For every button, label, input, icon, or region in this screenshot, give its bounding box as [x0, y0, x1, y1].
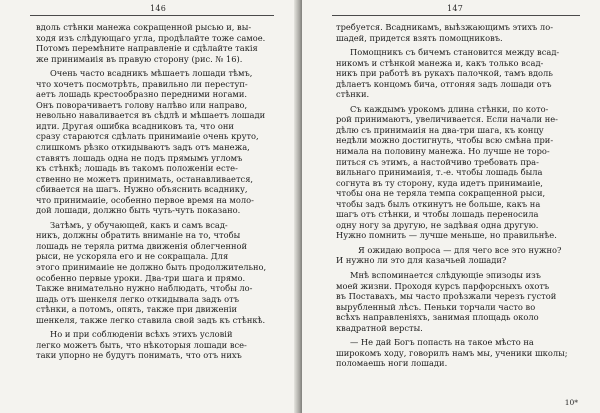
- text-line: поломаешь ноги лошади.: [336, 358, 448, 369]
- text-line: слишкомъ рѣзко откидываютъ задъ отъ манежа,: [36, 142, 250, 153]
- text-line: сбивается на шагъ. Нужно объяснить всаднику,: [36, 184, 248, 195]
- header-rule-left: [30, 15, 274, 16]
- text-line: никъ, должны обратить вниманіе на то, чтобы: [36, 230, 241, 241]
- text-line: этого принимаиіе не должно быть продолжительно,: [36, 262, 267, 273]
- text-line: легко можетъ быть, что нѣкоторыя лошади все-: [36, 339, 247, 350]
- text-line: недѣли можно достигнуть, чтобы всю смѣна при-: [336, 135, 554, 146]
- text-line: Но и при соблюденіи всѣхъ этихъ условій: [50, 329, 233, 340]
- text-line: вильнаго принимаиія, т.-е. чтобы лошадь была: [336, 167, 543, 178]
- text-line: нимала на половину манежа. Но лучше не торо-: [336, 146, 550, 157]
- text-line: одну ногу за другую, не задѣвая одна другую.: [336, 219, 539, 230]
- text-line: чтобы задъ былъ откинутъ не больше, какъ на: [336, 198, 541, 209]
- text-line: таки упорно не будутъ понимать, что отъ нихъ: [36, 350, 242, 361]
- text-line: стѣнки, а потомъ, опять, также при движеніи: [36, 304, 238, 315]
- text-line: всѣхъ направленіяхъ, занимая площадь около: [336, 312, 539, 323]
- text-line: Съ каждымъ урокомъ длина стѣнки, по кото-: [350, 103, 549, 114]
- text-line: Затѣмъ, у обучающей, какъ и самъ всад-: [50, 219, 228, 230]
- text-line: Помощникъ съ бичемъ становится между всад-: [350, 47, 560, 58]
- text-line: рыси, не ускоряла его и не сокращала. Для: [36, 251, 229, 262]
- text-line: Очень часто всадникъ мѣшаетъ лошади тѣмъ,: [50, 68, 253, 79]
- text-line: никъ при работѣ въ рукахъ палочкой, тамъ вдоль: [336, 68, 553, 79]
- text-line: никомъ и стѣнкой манежа и, какъ только всад-: [336, 57, 544, 68]
- text-line: Также внимательно нужно наблюдать, чтобы ло-: [36, 283, 253, 294]
- text-line: Я ожидаю вопроса — для чего все это нужно?: [358, 244, 562, 255]
- text-line: Потомъ перемѣните направленіе и сдѣлайте такія: [36, 43, 258, 54]
- text-line: особенно первые уроки. Два-три шага и прямо.: [36, 272, 246, 283]
- text-line: что хочетъ посмотрѣть, правильно ли переступ-: [36, 78, 248, 89]
- header-rule-right: [332, 15, 580, 16]
- text-line: аетъ лошадь крестообразно передними ногами.: [36, 89, 248, 100]
- text-line: И нужно ли это для казачьей лошади?: [336, 255, 507, 266]
- text-line: же принимаиія въ правую сторону (рис. № 16).: [36, 53, 243, 64]
- text-line: шадь отъ шенкеля легко откидывала задъ отъ: [36, 293, 240, 304]
- text-line: питься съ этимъ, а настойчиво требовать пра-: [336, 156, 539, 167]
- page-number-right: 147: [447, 4, 464, 13]
- text-line: шагъ отъ стѣнки, и чтобы лошадь переносила: [336, 209, 539, 220]
- left-page-text: [36, 22, 268, 361]
- text-line: въ Поставахъ, мы часто проѣзжали черезъ густой: [336, 291, 557, 302]
- text-line: дѣлю съ принимаиія на два-три шага, къ концу: [336, 124, 544, 135]
- text-line: квадратной версты.: [336, 322, 423, 333]
- text-line: невольно наваливается въ сѣдлѣ и мѣшаетъ лошади: [36, 110, 266, 121]
- text-line: Онъ поворачиваетъ голову налѣво или направо,: [36, 99, 248, 110]
- printer-signature-mark: 10*: [564, 398, 578, 407]
- text-line: чтобы она не теряла темпа сокращенной рыси,: [336, 188, 546, 199]
- text-line: ставятъ лошадь одна не подъ прямымъ угломъ: [36, 152, 243, 163]
- page-number-left: 146: [150, 4, 167, 13]
- text-line: къ стѣнкѣ; лошадь въ такомъ положеніи есте-: [36, 163, 238, 174]
- text-line: сразу стараются сдѣлать принимаиіе очень круто,: [36, 131, 259, 142]
- text-line: моей жизни. Проходя курсъ парфорсныхъ охотъ: [336, 280, 550, 291]
- left-page: [0, 0, 298, 413]
- text-line: ственно не можетъ принимать, останавливается,: [36, 173, 254, 184]
- text-line: Нужно помнить — лучше меньше, но правильнѣе.: [336, 230, 557, 241]
- text-line: лошадь не теряла ритма движенія облегченной: [36, 240, 248, 251]
- text-line: вдоль стѣнки манежа сокращенной рысью и, вы-: [36, 22, 252, 32]
- text-line: рой принимаютъ, увеличивается. Если начали не-: [336, 114, 558, 125]
- text-line: Мнѣ вспоминается слѣдующіе эпизоды изъ: [350, 270, 541, 281]
- text-line: ходя изъ слѣдующаго угла, продѣлайте тоже самое.: [36, 32, 266, 43]
- text-line: шенкеля, также легко ставила свой задъ къ стѣнкѣ.: [36, 314, 266, 325]
- text-line: стѣнки.: [336, 89, 370, 100]
- text-line: дой лошади, должно быть чуть-чуть показано.: [36, 205, 241, 216]
- text-line: требуется. Всадникамъ, выѣзжающимъ этихъ ло-: [336, 22, 553, 32]
- text-line: согнута въ ту сторону, куда идетъ принимаиіе,: [336, 177, 543, 188]
- text-line: идти. Другая ошибка всадниковъ та, что они: [36, 120, 234, 131]
- text-line: широкомъ ходу, говорилъ намъ мы, ученики школы;: [336, 347, 568, 358]
- text-line: дѣлаетъ концомъ бича, отгоняя задъ лошади отъ: [336, 78, 552, 89]
- right-page-text: [336, 22, 580, 369]
- text-line: — Не дай Богъ попасть на такое мѣсто на: [350, 337, 534, 348]
- text-line: что принимаиіе, особенно первое время на моло-: [36, 194, 254, 205]
- text-line: шадей, придется взять помощниковъ.: [336, 32, 503, 43]
- text-line: вырубленный лѣсъ. Пеньки торчали часто во: [336, 301, 536, 312]
- right-page: [302, 0, 600, 413]
